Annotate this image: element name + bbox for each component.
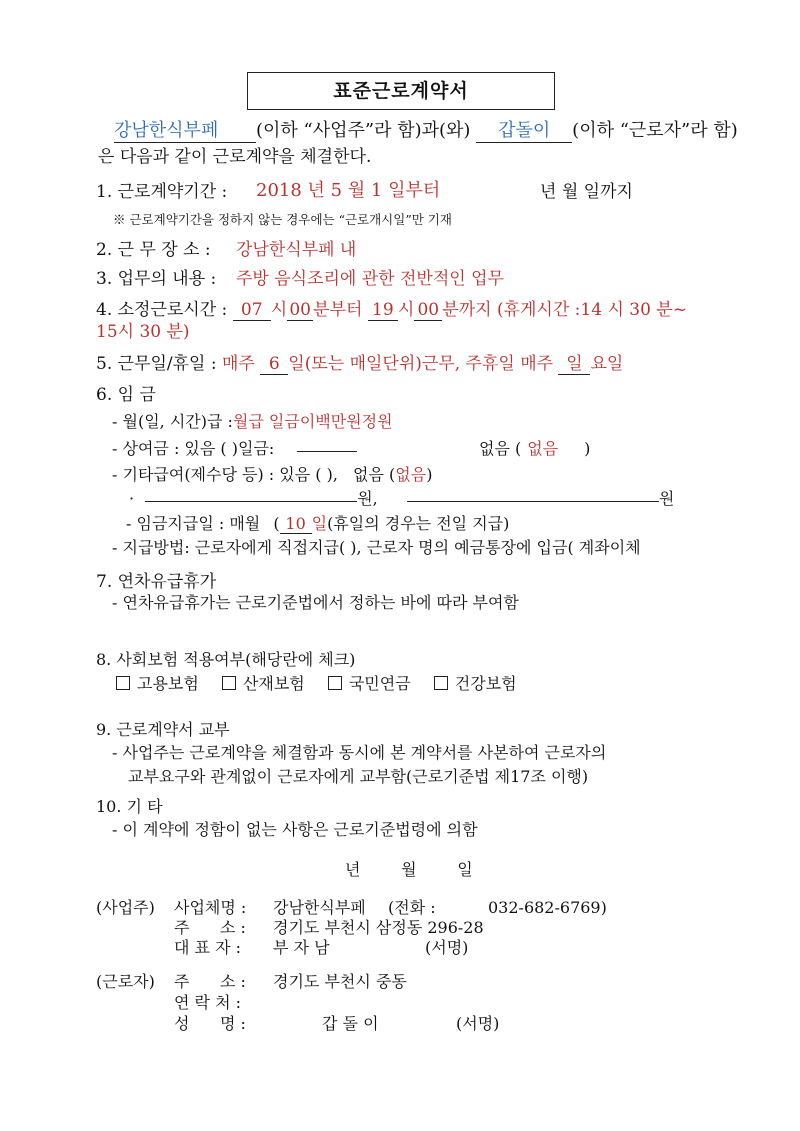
- section-1-label: 1. 근로계약기간 :: [96, 182, 228, 202]
- signing-date: 년 월 일: [345, 860, 473, 879]
- payday-unit: 일: [311, 514, 328, 533]
- employee-name-label: 성 명 :: [174, 1014, 246, 1033]
- checkbox-icon[interactable]: [434, 676, 448, 690]
- won-label-2: 원: [658, 489, 675, 508]
- hour-unit-2: 시: [397, 300, 415, 320]
- checkbox-icon[interactable]: [328, 676, 342, 690]
- insurance-industrial-accident[interactable]: [222, 674, 305, 693]
- checkbox-icon[interactable]: [222, 676, 236, 690]
- employer-address-label: 주 소 :: [174, 918, 246, 937]
- section-6-label: 6. 임 금: [96, 385, 156, 405]
- insurance-options: [116, 674, 517, 693]
- employer-name-field: 강남한식부페: [114, 120, 256, 143]
- employee-tag: (근로자): [96, 972, 155, 991]
- intro-line-1: [114, 120, 738, 143]
- payment-method: - 지급방법: 근로자에게 직접지급( ), 근로자 명의 예금통장에 입금( 계좌이체: [112, 538, 641, 557]
- wage-label: - 월(일, 시간)급 :: [112, 412, 233, 431]
- bonus-amount-blank: [297, 451, 357, 452]
- intro-tail-text: (이하 “근로자”라 함): [572, 120, 738, 141]
- end-minute: 00: [414, 300, 442, 321]
- intro-line-2: 은 다음과 같이 근로계약을 체결한다.: [98, 147, 372, 167]
- employer-business-name: 강남한식부페: [273, 898, 366, 917]
- payday-value: 10: [280, 514, 312, 534]
- insurance-label: 국민연금: [348, 674, 411, 693]
- hour-unit: 시: [270, 300, 288, 320]
- insurance-health[interactable]: [434, 674, 517, 693]
- insurance-label: 건강보험: [454, 674, 517, 693]
- checkbox-icon[interactable]: [116, 676, 130, 690]
- work-days: 6: [260, 354, 288, 375]
- bonus-none-value: 없음: [527, 439, 559, 458]
- break-time-2: 15시 30 분): [96, 322, 190, 342]
- employer-phone-label: (전화 :: [388, 898, 436, 917]
- start-hour: 07: [233, 300, 271, 321]
- employee-name: 갑 돌 이: [322, 1014, 379, 1033]
- workplace-value: 강남한식부페 내: [236, 240, 357, 260]
- contract-end-date: 년 월 일까지: [540, 182, 633, 202]
- insurance-employment[interactable]: [116, 674, 199, 693]
- section-4-label: 4. 소정근로시간 :: [96, 300, 228, 320]
- bullet-dot: ·: [129, 489, 135, 508]
- won-label-1: 원,: [357, 489, 378, 508]
- section-7-label: 7. 연차유급휴가: [96, 572, 217, 592]
- until-text: 분까지: [442, 300, 492, 320]
- employee-signature: (서명): [456, 1014, 500, 1033]
- work-days-tail: 일(또는 매일단위)근무,: [288, 354, 461, 374]
- section-9-label: 9. 근로계약서 교부: [96, 720, 230, 739]
- employer-rep-name: 부 자 남: [273, 938, 330, 957]
- other-pay-line: [112, 465, 432, 484]
- section-5-line: [96, 354, 623, 375]
- payday-tail: (휴일의 경우는 전일 지급): [327, 514, 510, 533]
- employer-phone: 032-682-6769): [488, 898, 607, 917]
- other-none-value: 없음: [395, 465, 427, 484]
- section-10-text: - 이 계약에 정함이 없는 사항은 근로기준법령에 의함: [112, 820, 478, 839]
- section-5-label: 5. 근무일/휴일 :: [96, 354, 217, 374]
- start-minute: 00: [287, 300, 313, 321]
- employer-name-label: 사업체명 :: [174, 898, 247, 917]
- payday-open: (: [273, 514, 280, 533]
- employer-address: 경기도 부천시 삼정동 296-28: [273, 918, 484, 937]
- bonus-line: [112, 439, 357, 458]
- weekly-text: 매주: [222, 354, 255, 374]
- other-none-label: 없음 (: [353, 465, 396, 484]
- other-pay-blank-1: [145, 501, 357, 502]
- section-10-label: 10. 기 타: [96, 797, 163, 816]
- insurance-label: 고용보험: [137, 674, 199, 693]
- employee-name-field: 갑돌이: [476, 120, 572, 143]
- employer-tag: (사업주): [96, 898, 155, 917]
- bonus-none: [479, 439, 590, 458]
- bonus-none-label: 없음 (: [479, 439, 522, 458]
- other-pay-blanks: [129, 489, 674, 508]
- other-pay-blank-2: [407, 501, 659, 502]
- intro-mid-text: (이하 “사업주”라 함)과(와): [256, 120, 471, 141]
- break-time-1: (휴게시간 :14 시 30 분~: [496, 300, 687, 320]
- section-8-label: 8. 사회보험 적용여부(해당란에 체크): [96, 650, 356, 669]
- payday-line: [126, 514, 509, 534]
- employer-rep-label: 대 표 자 :: [174, 938, 242, 957]
- employer-signature: (서명): [425, 938, 469, 957]
- day-of-week-text: 요일: [590, 354, 624, 374]
- payday-label: - 임금지급일 : 매월: [126, 514, 261, 533]
- bonus-label: - 상여금 : 있음 ( )일금:: [112, 439, 275, 458]
- section-7-text: - 연차유급휴가는 근로기준법에서 정하는 바에 따라 부여함: [112, 593, 519, 612]
- other-pay-label: - 기타급여(제수당 등) : 있음 ( ),: [112, 465, 338, 484]
- holiday-day: 일: [558, 354, 590, 375]
- job-description-value: 주방 음식조리에 관한 전반적인 업무: [236, 269, 504, 289]
- wage-line: [112, 412, 393, 431]
- from-text: 분부터: [313, 300, 363, 320]
- other-close: ): [426, 465, 433, 484]
- wage-value: 월급 일금이백만원정원: [232, 412, 393, 431]
- section-9-line-1: - 사업주는 근로계약을 체결함과 동시에 본 계약서를 사본하여 근로자의: [112, 743, 607, 762]
- insurance-label: 산재보험: [242, 674, 305, 693]
- section-4-line-1: [96, 300, 687, 321]
- bonus-close: ): [584, 439, 591, 458]
- section-3-label: 3. 업무의 내용 :: [96, 269, 217, 289]
- section-2-label: 2. 근 무 장 소 :: [96, 240, 211, 260]
- employee-address-label: 주 소 :: [174, 972, 246, 991]
- employee-address: 경기도 부천시 중동: [273, 972, 407, 991]
- holiday-text: 주휴일 매주: [465, 354, 554, 374]
- contract-start-date: 2018 년 5 월 1 일부터: [256, 180, 441, 201]
- section-9-line-2: 교부요구와 관계없이 근로자에게 교부함(근로기준법 제17조 이행): [128, 767, 589, 786]
- document-title: 표준근로계약서: [247, 72, 555, 110]
- insurance-pension[interactable]: [328, 674, 411, 693]
- end-hour: 19: [368, 300, 398, 321]
- employee-contact-label: 연 락 처 :: [174, 993, 242, 1012]
- section-1-note: ※ 근로계약기간을 정하지 않는 경우에는 “근로개시일”만 기재: [113, 212, 452, 227]
